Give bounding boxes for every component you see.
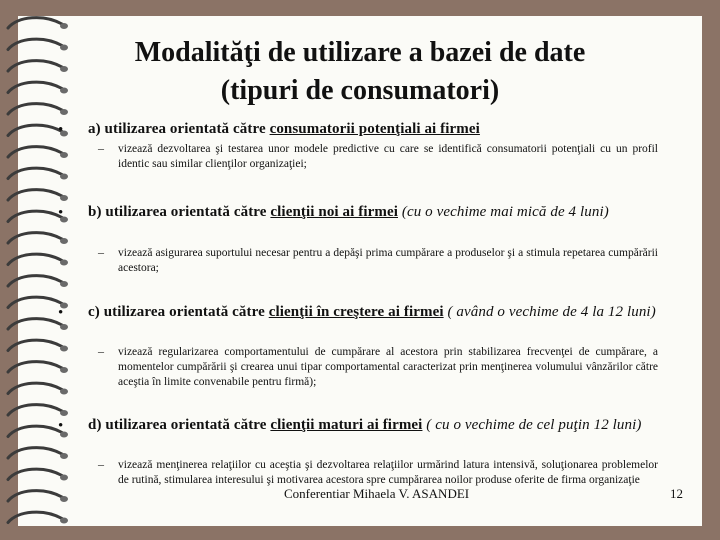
page-number: 12 xyxy=(670,486,683,501)
binding-ring xyxy=(8,233,62,243)
binding-hole xyxy=(60,109,68,115)
item-target: consumatorii potenţiali ai firmei xyxy=(269,121,480,137)
page-title: Modalităţi de utilizare a bazei de date (tipuri de consumatori) xyxy=(134,37,586,106)
list-item xyxy=(88,303,658,321)
binding-hole xyxy=(60,475,68,481)
bullet-icon: • xyxy=(58,418,64,434)
binding-ring xyxy=(8,104,62,114)
binding-hole xyxy=(60,346,68,352)
item-description: vizează dezvoltarea şi testarea unor modele predictive cu care se identifică consumatorii potenţiali cu un profil identic sau similar clienţilor organizaţiei; xyxy=(118,143,658,170)
binding-ring xyxy=(8,297,62,307)
dash-icon: – xyxy=(98,344,104,358)
bullet-icon: • xyxy=(58,205,64,221)
binding-ring xyxy=(8,147,62,157)
item-note: (cu o vechime mai mică de 4 luni) xyxy=(398,204,609,220)
binding-hole xyxy=(60,324,68,330)
item-prefix: a) utilizarea orientată către xyxy=(88,121,270,137)
binding-ring xyxy=(8,426,62,436)
list-item xyxy=(88,416,658,434)
item-prefix: c) utilizarea orientată către xyxy=(88,304,269,320)
binding-ring xyxy=(8,254,62,264)
binding-hole xyxy=(60,45,68,51)
binding-ring xyxy=(8,190,62,200)
binding-ring xyxy=(8,211,62,221)
binding-hole xyxy=(60,410,68,416)
binding-ring xyxy=(8,168,62,178)
binding-ring xyxy=(8,340,62,350)
binding-ring xyxy=(8,82,62,92)
binding-ring xyxy=(8,512,62,522)
list-item xyxy=(88,120,658,138)
binding-ring xyxy=(8,448,62,458)
binding-hole xyxy=(60,152,68,158)
binding-ring xyxy=(8,61,62,71)
binding-ring xyxy=(8,491,62,501)
binding-ring xyxy=(8,405,62,415)
dash-icon: – xyxy=(98,457,104,471)
item-note: ( având o vechime de 4 la 12 luni) xyxy=(443,304,656,320)
item-target: clienţii noi ai firmei xyxy=(270,204,398,220)
binding-hole xyxy=(60,518,68,524)
item-target: clienţii maturi ai firmei xyxy=(270,417,423,433)
binding-ring xyxy=(8,18,62,28)
spiral-binding xyxy=(4,14,74,534)
binding-hole xyxy=(60,66,68,72)
binding-hole xyxy=(60,174,68,180)
item-note: ( cu o vechime de cel puţin 12 luni) xyxy=(422,417,642,433)
binding-hole xyxy=(60,367,68,373)
binding-ring xyxy=(8,276,62,286)
item-prefix: d) utilizarea orientată către xyxy=(88,417,271,433)
binding-ring xyxy=(8,319,62,329)
binding-hole xyxy=(60,496,68,502)
item-description: vizează asigurarea suportului necesar pentru a depăşi prima cumpărare a produselor şi a stimula repetarea cumpărării acestora; xyxy=(118,247,658,274)
binding-ring xyxy=(8,469,62,479)
bullet-icon: • xyxy=(58,305,64,321)
binding-hole xyxy=(60,195,68,201)
binding-ring xyxy=(8,383,62,393)
binding-hole xyxy=(60,389,68,395)
binding-ring xyxy=(8,362,62,372)
list-item xyxy=(88,203,658,221)
binding-ring xyxy=(8,39,62,49)
binding-hole xyxy=(60,88,68,94)
binding-hole xyxy=(60,281,68,287)
binding-hole xyxy=(60,23,68,29)
item-target: clienţii în creştere ai firmei xyxy=(268,304,444,320)
binding-ring xyxy=(8,125,62,135)
footer-author: Conferentiar Mihaela V. ASANDEI xyxy=(284,486,470,501)
binding-hole xyxy=(60,453,68,459)
binding-hole xyxy=(60,260,68,266)
item-description: vizează regularizarea comportamentului de cumpărare al acestora prin stabilizarea frecvenţei de cumpărare, a momentelor cumpărării şi crearea unui tipar comportamental caracterizat prin menţinerea volumului vânzărilor către aceştia în limite convenabile pentru firmă); xyxy=(118,346,658,388)
binding-hole xyxy=(60,238,68,244)
item-prefix: b) utilizarea orientată către xyxy=(88,204,271,220)
dash-icon: – xyxy=(98,245,104,259)
bullet-icon: • xyxy=(58,122,64,138)
item-description: vizează menţinerea relaţiilor cu aceştia şi dezvoltarea relaţiilor urmărind latura intensivă, soluţionarea problemelor de rutină, stimularea interesului şi motivarea acestora spre cumpărarea noilor produse oferite de firma organizaţie xyxy=(118,459,658,486)
dash-icon: – xyxy=(98,141,104,155)
